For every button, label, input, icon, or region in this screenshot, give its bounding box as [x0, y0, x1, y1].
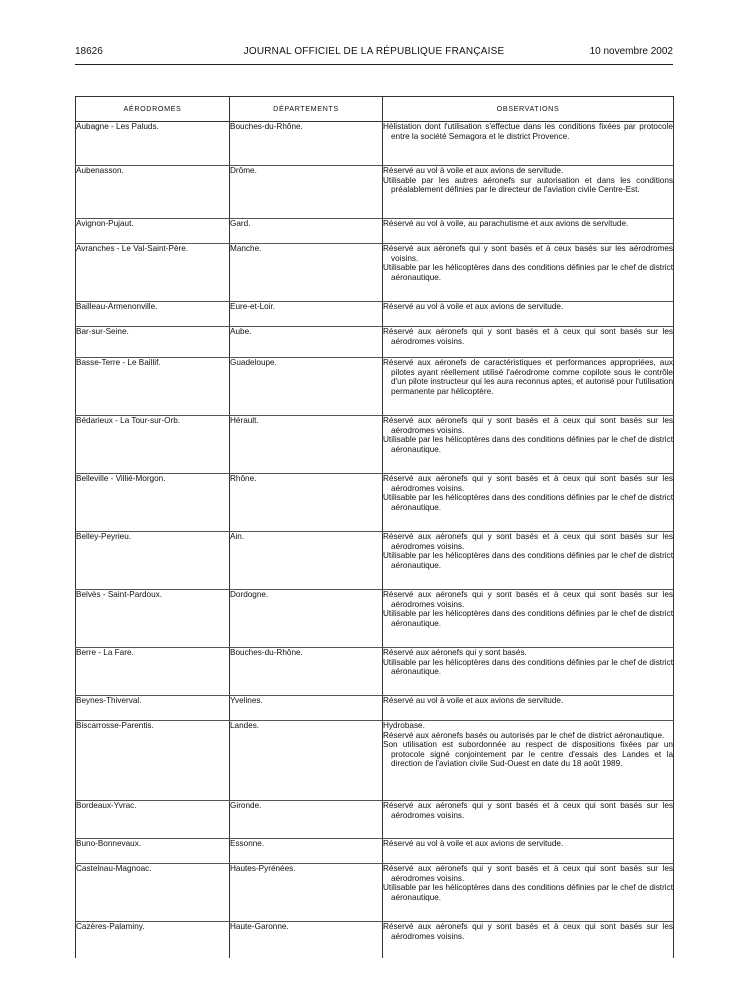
- header-rule: [75, 64, 673, 65]
- observation-text: Utilisable par les autres aéronefs sur autorisation et dans les conditions préalablement définies par le directeur de l'aviation civile Centre-Est.: [383, 175, 673, 195]
- departement-cell: Manche.: [230, 244, 383, 302]
- table-body: [76, 122, 674, 958]
- observation-text: Utilisable par les hélicoptères dans des conditions définies par le chef de district aéronautique.: [383, 435, 673, 454]
- departement-cell: Rhône.: [230, 474, 383, 532]
- observations-cell: [383, 801, 674, 839]
- table-row: [76, 801, 674, 839]
- observation-text: Réservé aux aéronefs qui y sont basés.: [383, 648, 527, 657]
- observation-text: Réservé aux aéronefs basés ou autorisés par le chef de district aéronautique.: [383, 730, 665, 740]
- table-row: [76, 327, 674, 358]
- table-row: [76, 358, 674, 416]
- observations-cell: [383, 122, 674, 166]
- observation-text: Utilisable par les hélicoptères dans des conditions définies par le chef de district aéronautique.: [383, 551, 673, 570]
- observations-cell: [383, 864, 674, 922]
- aerodrome-cell: Basse-Terre - Le Baillif.: [76, 358, 230, 416]
- departement-cell: Essonne.: [230, 839, 383, 864]
- observation-text: Réservé au vol à voile et aux avions de servitude.: [383, 839, 564, 848]
- observation-text: Utilisable par les hélicoptères dans des conditions définies par le chef de district aéronautique.: [383, 657, 673, 677]
- aerodrome-cell: Berre - La Fare.: [76, 648, 230, 696]
- observations-cell: [383, 358, 674, 416]
- aerodrome-cell: Bar-sur-Seine.: [76, 327, 230, 358]
- table-row: [76, 839, 674, 864]
- observations-cell: [383, 922, 674, 958]
- aerodromes-table: [75, 96, 674, 958]
- observation-text: Réservé aux aéronefs qui y sont basés et à ceux qui sont basés sur les aérodromes voisins.: [383, 532, 673, 551]
- observation-text: Utilisable par les hélicoptères dans des conditions définies par le chef de district aéronautique.: [383, 883, 673, 902]
- departement-cell: Haute-Garonne.: [230, 922, 383, 958]
- aerodrome-cell: Buno-Bonnevaux.: [76, 839, 230, 864]
- observations-cell: [383, 302, 674, 327]
- observations-cell: [383, 839, 674, 864]
- observations-cell: [383, 590, 674, 648]
- aerodrome-cell: Castelnau-Magnoac.: [76, 864, 230, 922]
- observation-text: Réservé aux aéronefs qui y sont basés et à ceux qui sont basés sur les aérodromes voisins.: [383, 327, 673, 346]
- observation-text: Hydrobase.: [383, 721, 425, 730]
- table-row: [76, 474, 674, 532]
- departement-cell: Hérault.: [230, 416, 383, 474]
- observation-text: Réservé aux aéronefs de caractéristiques et performances appropriées, aux pilotes ayant réellement utilisé l'aérodrome comme copilote sous le contrôle d'un pilote instructeur qui les aura reconnus aptes, et autorisé pour l'utilisation permanente par hélicoptère.: [383, 358, 673, 396]
- observation-text: Réservé aux aéronefs qui y sont basés et à ceux qui sont basés sur les aérodromes voisins.: [383, 416, 673, 435]
- column-header-departements: DÉPARTEMENTS: [230, 97, 383, 122]
- departement-cell: Ain.: [230, 532, 383, 590]
- observations-cell: [383, 474, 674, 532]
- observation-text: Réservé aux aéronefs qui y sont basés et à ceux qui sont basés sur les aérodromes voisins.: [383, 922, 673, 941]
- observation-text: Réservé aux aéronefs qui y sont basés et à ceux qui sont basés sur les aérodromes voisins.: [383, 864, 673, 883]
- aerodrome-cell: Belvès - Saint-Pardoux.: [76, 590, 230, 648]
- departement-cell: Aube.: [230, 327, 383, 358]
- observation-text: Son utilisation est subordonnée au respect de dispositions fixées par un protocole signé conjointement par le centre d'essais des Landes et la direction de l'aviation civile Sud-Ouest en date du 18 août 1989.: [383, 740, 673, 769]
- departement-cell: Hautes-Pyrénées.: [230, 864, 383, 922]
- table-row: [76, 721, 674, 801]
- page-header: [75, 44, 673, 60]
- observations-cell: [383, 327, 674, 358]
- observations-cell: [383, 648, 674, 696]
- table-row: [76, 416, 674, 474]
- publication-date: 10 novembre 2002: [589, 46, 673, 57]
- table-row: [76, 696, 674, 721]
- aerodrome-cell: Cazères-Palaminy.: [76, 922, 230, 958]
- aerodrome-cell: Bordeaux-Yvrac.: [76, 801, 230, 839]
- table-row: [76, 244, 674, 302]
- table-row: [76, 122, 674, 166]
- table-header-row: [76, 97, 674, 122]
- observation-text: Hélistation dont l'utilisation s'effectue dans les conditions fixées par protocole entre la société Semagora et le district Provence.: [383, 122, 673, 141]
- observations-cell: [383, 244, 674, 302]
- table-row: [76, 302, 674, 327]
- aerodrome-cell: Aubenasson.: [76, 166, 230, 219]
- aerodrome-cell: Avranches - Le Val-Saint-Père.: [76, 244, 230, 302]
- table-row: [76, 648, 674, 696]
- observation-text: Réservé aux aéronefs qui y sont basés et à ceux qui sont basés sur les aérodromes voisins.: [383, 474, 673, 493]
- observation-text: Réservé au vol à voile et aux avions de servitude.: [383, 696, 564, 705]
- departement-cell: Bouches-du-Rhône.: [230, 648, 383, 696]
- observations-cell: [383, 166, 674, 219]
- table-row: [76, 166, 674, 219]
- table-row: [76, 590, 674, 648]
- aerodrome-cell: Beynes-Thiverval.: [76, 696, 230, 721]
- observation-text: Utilisable par les hélicoptères dans des conditions définies par le chef de district aéronautique.: [383, 263, 673, 282]
- page-number: 18626: [75, 46, 103, 57]
- observation-text: Réservé aux aéronefs qui y sont basés et à ceux basés sur les aérodromes voisins.: [383, 244, 673, 263]
- observations-cell: [383, 219, 674, 244]
- departement-cell: Guadeloupe.: [230, 358, 383, 416]
- table-row: [76, 922, 674, 958]
- journal-title: JOURNAL OFFICIEL DE LA RÉPUBLIQUE FRANÇAISE: [243, 46, 505, 57]
- departement-cell: Bouches-du-Rhône.: [230, 122, 383, 166]
- observation-text: Réservé au vol à voile et aux avions de servitude.: [383, 166, 564, 175]
- table-row: [76, 864, 674, 922]
- observations-cell: [383, 721, 674, 801]
- aerodrome-cell: Avignon-Pujaut.: [76, 219, 230, 244]
- column-header-aerodromes: AÉRODROMES: [76, 97, 230, 122]
- aerodrome-cell: Bailleau-Armenonville.: [76, 302, 230, 327]
- observation-text: Réservé au vol à voile et aux avions de servitude.: [383, 302, 564, 311]
- observations-cell: [383, 532, 674, 590]
- aerodrome-cell: Biscarrosse-Parentis.: [76, 721, 230, 801]
- observation-text: Utilisable par les hélicoptères dans des conditions définies par le chef de district aéronautique.: [383, 609, 673, 628]
- aerodrome-cell: Belley-Peyrieu.: [76, 532, 230, 590]
- observation-text: Utilisable par les hélicoptères dans des conditions définies par le chef de district aéronautique.: [383, 493, 673, 512]
- departement-cell: Gironde.: [230, 801, 383, 839]
- observation-text: Réservé au vol à voile, au parachutisme et aux avions de servitude.: [383, 219, 629, 228]
- table-row: [76, 532, 674, 590]
- departement-cell: Landes.: [230, 721, 383, 801]
- aerodrome-cell: Aubagne - Les Paluds.: [76, 122, 230, 166]
- aerodrome-cell: Bédarieux - La Tour-sur-Orb.: [76, 416, 230, 474]
- observation-text: Réservé aux aéronefs qui y sont basés et à ceux qui sont basés sur les aérodromes voisins.: [383, 590, 673, 609]
- departement-cell: Dordogne.: [230, 590, 383, 648]
- departement-cell: Eure-et-Loir.: [230, 302, 383, 327]
- aerodrome-cell: Belleville - Villié-Morgon.: [76, 474, 230, 532]
- departement-cell: Yvelines.: [230, 696, 383, 721]
- observations-cell: [383, 696, 674, 721]
- column-header-observations: OBSERVATIONS: [383, 97, 674, 122]
- observations-cell: [383, 416, 674, 474]
- observation-text: Réservé aux aéronefs qui y sont basés et à ceux qui sont basés sur les aérodromes voisins.: [383, 801, 673, 820]
- departement-cell: Gard.: [230, 219, 383, 244]
- table-row: [76, 219, 674, 244]
- departement-cell: Drôme.: [230, 166, 383, 219]
